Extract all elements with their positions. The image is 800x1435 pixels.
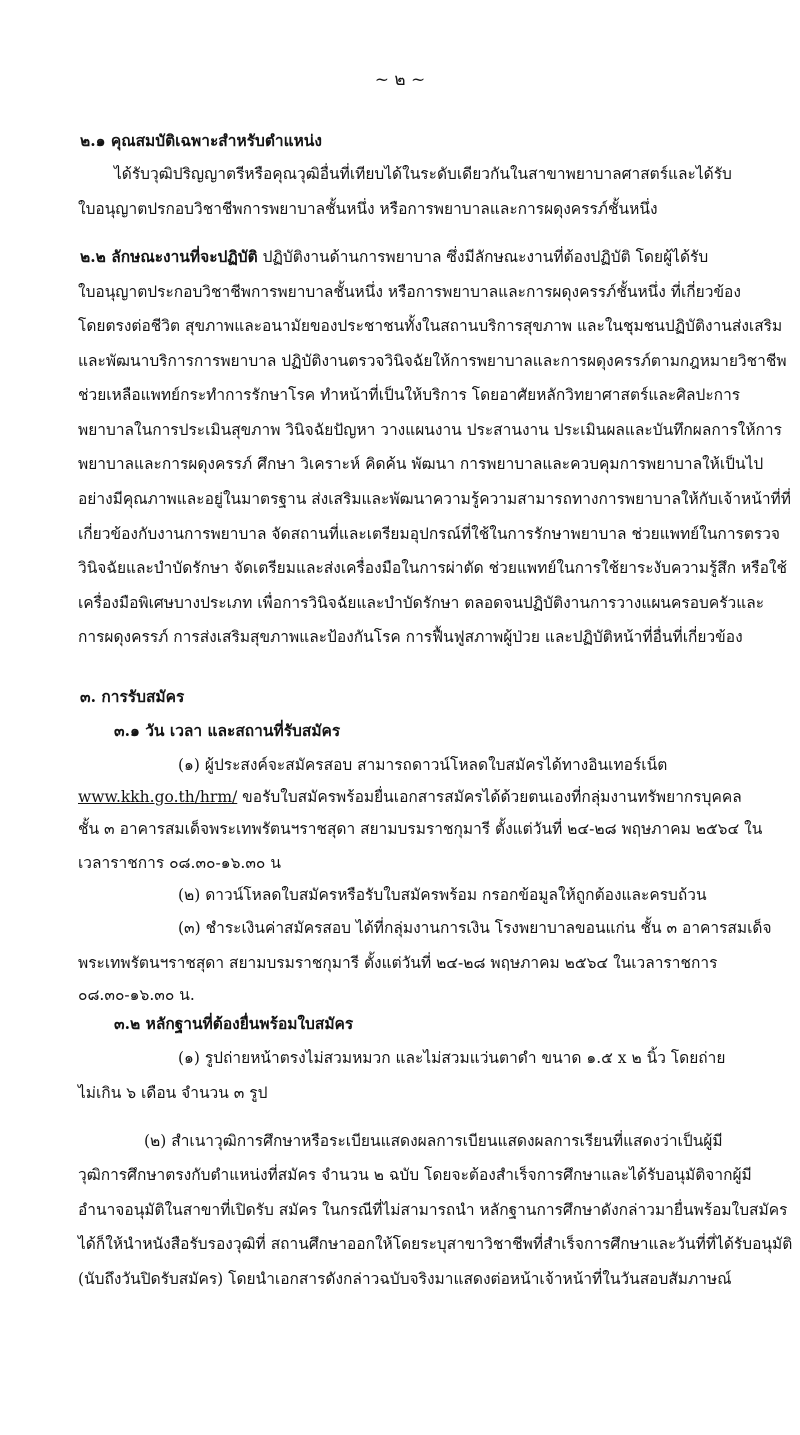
paragraph-line: การผดุงครรภ์ การส่งเสริมสุขภาพและป้องกันโรค การฟื้นฟูสภาพผู้ป่วย และปฏิบัติหน้าที่อื่นที่เกี่ยวข้อง xyxy=(78,628,743,646)
page-number: ~ ๒ ~ xyxy=(374,70,426,90)
paragraph-line: ใบอนุญาตประกอบวิชาชีพการพยาบาลชั้นหนึ่ง หรือการพยาบาลและการผดุงครรภ์ชั้นหนึ่ง ที่เกี่ยวข้อง xyxy=(78,283,741,301)
item-1-line: ชั้น ๓ อาคารสมเด็จพระเทพรัตนฯราชสุดา สยามบรมราชกุมารี ตั้งแต่วันที่ ๒๔-๒๘ พฤษภาคม ๒๕๖๔ ใน xyxy=(78,820,763,838)
paragraph-line: ช่วยเหลือแพทย์กระทำการรักษาโรค ทำหน้าที่เป็นให้บริการ โดยอาศัยหลักวิทยาศาสตร์และศิลปะการ xyxy=(78,386,741,404)
paragraph-line: พยาบาลในการประเมินสุขภาพ วินิจฉัยปัญหา วางแผนงาน ประสานงาน ประเมินผลและบันทึกผลการให้การ xyxy=(78,421,782,439)
section-2-2-first-line xyxy=(80,247,708,267)
item-1-line xyxy=(78,787,742,807)
item-1-line: เวลาราชการ ๐๘.๓๐-๑๖.๓๐ น xyxy=(78,854,281,872)
evidence-1-line: ไม่เกิน ๖ เดือน จำนวน ๓ รูป xyxy=(78,1084,268,1102)
paragraph-line: และพัฒนาบริการการพยาบาล ปฏิบัติงานตรวจวินิจฉัยให้การพยาบาลและการผดุงครรภ์ตามกฎหมายวิชาชีพ xyxy=(78,352,787,370)
paragraph-line: เครื่องมือพิเศษบางประเภท เพื่อการวินิจฉัยและบำบัดรักษา ตลอดจนปฏิบัติงานการวางแผนครอบครัวและ xyxy=(78,594,765,612)
section-2-2-heading: ๒.๒ ลักษณะงานที่จะปฏิบัติ xyxy=(80,247,258,266)
section-3-2-heading: ๓.๒ หลักฐานที่ต้องยื่นพร้อมใบสมัคร xyxy=(114,1014,354,1033)
paragraph-line: ใบอนุญาตปรกอบวิชาชีพการพยาบาลชั้นหนึ่ง หรือการพยาบาลและการผดุงครรภ์ชั้นหนึ่ง xyxy=(78,200,658,218)
item-3-line: (๓) ชำระเงินค่าสมัครสอบ ได้ที่กลุ่มงานการเงิน โรงพยาบาลขอนแก่น ชั้น ๓ อาคารสมเด็จ xyxy=(178,919,772,937)
paragraph-text: ปฏิบัติงานด้านการพยาบาล ซึ่งมีลักษณะงานที่ต้องปฏิบัติ โดยผู้ได้รับ xyxy=(257,248,709,266)
paragraph-line: วินิจฉัยและบำบัดรักษา จัดเตรียมและส่งเครื่องมือในการผ่าตัด ช่วยแพทย์ในการใช้ยาระงับความรู้สึก หรือใช้ xyxy=(78,559,787,577)
evidence-2-line: (๒) สำเนาวุฒิการศึกษาหรือระเบียนแสดงผลการเบียนแสดงผลการเรียนที่แสดงว่าเป็นผู้มี xyxy=(144,1132,723,1150)
section-3-heading: ๓. การรับสมัคร xyxy=(80,687,185,706)
section-3-1-heading: ๓.๑ วัน เวลา และสถานที่รับสมัคร xyxy=(114,721,341,740)
item-3-line: พระเทพรัตนฯราชสุดา สยามบรมราชกุมารี ตั้งแต่วันที่ ๒๔-๒๘ พฤษภาคม ๒๕๖๔ ในเวลาราชการ xyxy=(78,954,718,972)
paragraph-line: พยาบาลและการผดุงครรภ์ ศึกษา วิเคราะห์ คิดค้น พัฒนา การพยาบาลและควบคุมการพยาบาลให้เป็นไป xyxy=(78,455,764,473)
paragraph-text: ขอรับใบสมัครพร้อมยื่นเอกสารสมัครได้ด้วยตนเองที่กลุ่มงานทรัพยากรบุคคล xyxy=(237,788,742,806)
evidence-2-line: อำนาจอนุมัติในสาขาที่เปิดรับ สมัคร ในกรณีที่ไม่สามารถนำ หลักฐานการศึกษาดังกล่าวมายื่นพร้อมใบสมัคร xyxy=(78,1201,788,1219)
item-1-line: (๑) ผู้ประสงค์จะสมัครสอบ สามารถดาวน์โหลดใบสมัครได้ทางอินเทอร์เน็ต xyxy=(178,756,668,774)
application-link[interactable]: www.kkh.go.th/hrm/ xyxy=(78,788,238,806)
evidence-2-line: วุฒิการศึกษาตรงกับตำแหน่งที่สมัคร จำนวน ๒ ฉบับ โดยจะต้องสำเร็จการศึกษาและได้รับอนุมัติจากผู้มี xyxy=(78,1166,752,1184)
item-2-line: (๒) ดาวน์โหลดใบสมัครหรือรับใบสมัครพร้อม กรอกข้อมูลให้ถูกต้องและครบถ้วน xyxy=(178,886,707,904)
paragraph-line: ได้รับวุฒิปริญญาตรีหรือคุณวุฒิอื่นที่เทียบได้ในระดับเดียวกันในสาขาพยาบาลศาสตร์และได้รับ xyxy=(114,165,732,183)
paragraph-line: อย่างมีคุณภาพและอยู่ในมาตรฐาน ส่งเสริมและพัฒนาความรู้ความสามารถทางการพยาบาลให้กับเจ้าหน้าที่ที่ xyxy=(78,490,791,508)
evidence-2-line: (นับถึงวันปิดรับสมัคร) โดยนำเอกสารดังกล่าวฉบับจริงมาแสดงต่อหน้าเจ้าหน้าที่ในวันสอบสัมภาษณ์ xyxy=(78,1270,732,1288)
section-2-1-heading: ๒.๑ คุณสมบัติเฉพาะสำหรับตำแหน่ง xyxy=(80,131,322,150)
paragraph-line: โดยตรงต่อชีวิต สุขภาพและอนามัยของประชาชนทั้งในสถานบริการสุขภาพ และในชุมชนปฏิบัติงานส่งเสริม xyxy=(78,317,783,335)
evidence-2-line: ได้ก็ให้นำหนังสือรับรองวุฒิที่ สถานศึกษาออกให้โดยระบุสาขาวิชาชีพที่สำเร็จการศึกษาและวันที่ที่ได้รับอนุมัติ xyxy=(78,1235,793,1253)
item-3-line: ๐๘.๓๐-๑๖.๓๐ น. xyxy=(78,986,195,1004)
evidence-1-line: (๑) รูปถ่ายหน้าตรงไม่สวมหมวก และไม่สวมแว่นตาดำ ขนาด ๑.๕ x ๒ นิ้ว โดยถ่าย xyxy=(178,1049,726,1067)
paragraph-line: เกี่ยวข้องกับงานการพยาบาล จัดสถานที่และเตรียมอุปกรณ์ที่ใช้ในการรักษาพยาบาล ช่วยแพทย์ในการตรวจ xyxy=(78,525,781,543)
